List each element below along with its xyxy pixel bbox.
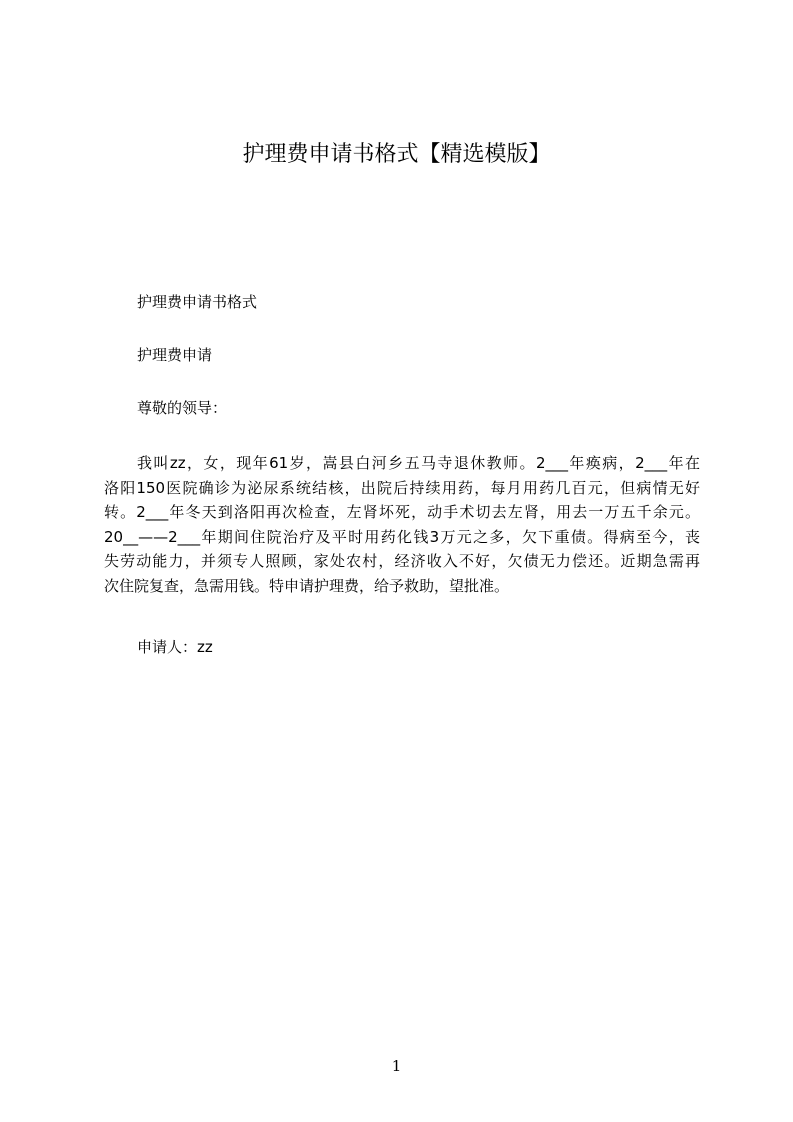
document-title: 护理费申请书格式【精选模版】: [242, 142, 551, 167]
salutation: 尊敬的领导：: [137, 399, 228, 417]
body-line: 20__——2___年期间住院治疗及平时用药化钱3万元之多，欠下重债。得病至今，丧: [104, 527, 700, 546]
page-number: 1: [391, 1057, 402, 1075]
body-line: 洛阳150医院确诊为泌尿系统结核，出院后持续用药，每月用药几百元，但病情无好: [104, 478, 700, 497]
body-line: 我叫zz，女，现年61岁，嵩县白河乡五马寺退休教师。2___年痪病，2___年在: [137, 454, 700, 472]
applicant-signature: 申请人：zz: [137, 638, 213, 656]
body-line: 转。2___年冬天到洛阳再次检查，左肾坏死，动手术切去左肾，用去一万五千余元。: [104, 503, 700, 521]
document-subtitle: 护理费申请书格式: [137, 293, 258, 311]
body-line: 次住院复查，急需用钱。特申请护理费，给予救助，望批准。: [104, 576, 510, 595]
body-paragraph: [104, 451, 700, 598]
body-line: 失劳动能力，并须专人照顾，家处农村，经济收入不好，欠债无力偿还。近期急需再: [104, 552, 700, 570]
section-heading: 护理费申请: [137, 346, 213, 364]
